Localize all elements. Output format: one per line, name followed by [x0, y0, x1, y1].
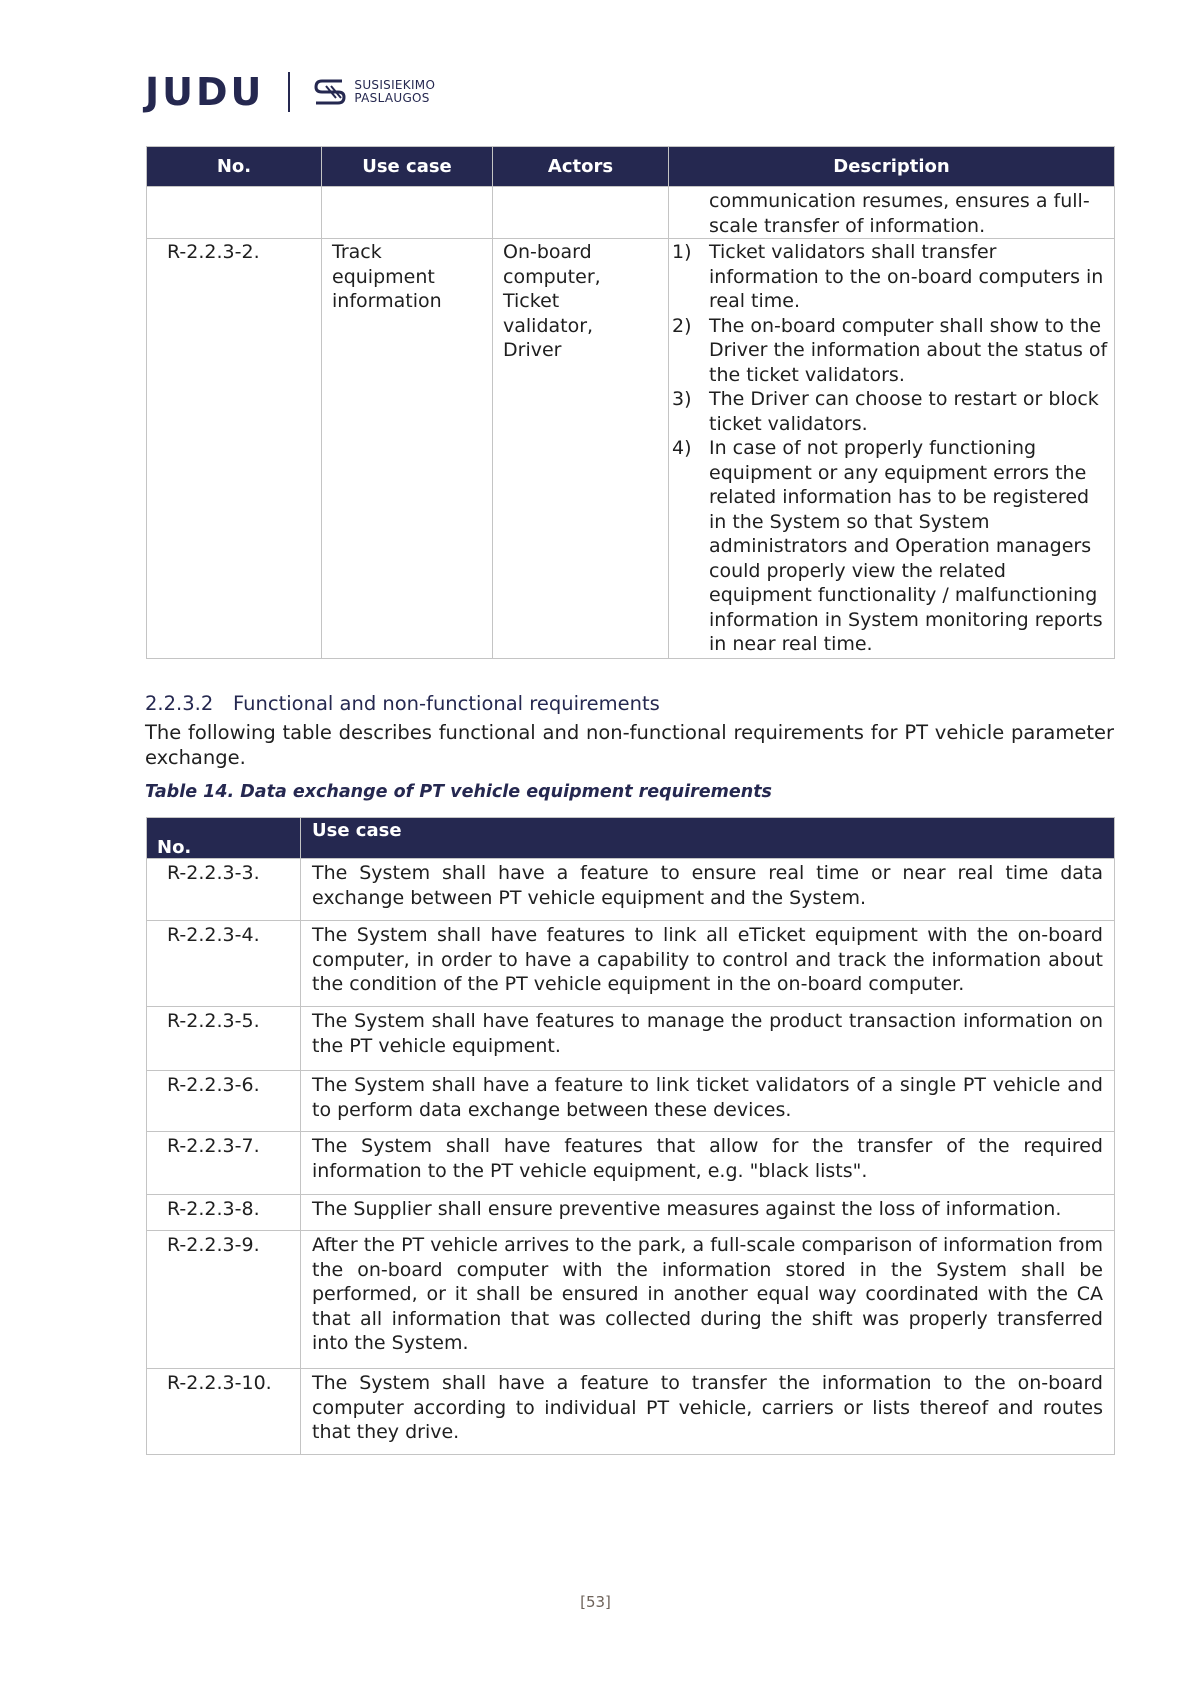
cell-no: R-2.2.3-6.	[147, 1071, 301, 1132]
cell-no: R-2.2.3-8.	[147, 1195, 301, 1231]
cell-no: R-2.2.3-9.	[147, 1231, 301, 1369]
table-row	[147, 859, 1115, 921]
table-row	[147, 1369, 1115, 1455]
column-header-use-case: Use case	[322, 147, 493, 187]
table-row	[147, 1231, 1115, 1369]
table-row-continuation	[147, 187, 1115, 239]
column-header-description: Description	[669, 147, 1115, 187]
step-number: 4)	[672, 437, 692, 459]
column-header-actors: Actors	[493, 147, 669, 187]
column-header-no: No.	[147, 147, 322, 187]
step-item	[672, 314, 1108, 388]
section-heading	[145, 692, 660, 715]
column-header-no: No.	[147, 818, 301, 859]
column-header-use-case: Use case	[301, 818, 1115, 859]
cell-no: R-2.2.3-3.	[147, 859, 301, 921]
cell-use-case: The Supplier shall ensure preventive measures against the loss of information.	[301, 1195, 1115, 1231]
cell-use-case: The System shall have features to manage the product transaction information on the PT vehicle equipment.	[301, 1007, 1115, 1071]
table-row	[147, 1195, 1115, 1231]
judu-logo: JUDU	[145, 70, 265, 114]
cell-use-case: The System shall have a feature to transfer the information to the on-board computer according to individual PT vehicle, carriers or lists thereof and routes that they drive.	[301, 1369, 1115, 1455]
table-caption: Table 14. Data exchange of PT vehicle equipment requirements	[145, 782, 772, 802]
cell-description	[669, 239, 1115, 659]
step-item	[672, 387, 1108, 436]
cell-use-case: The System shall have a feature to link ticket validators of a single PT vehicle and to perform data exchange between these devices.	[301, 1071, 1115, 1132]
description-steps	[672, 240, 1108, 657]
logo-divider	[288, 72, 290, 112]
cell-use-case	[322, 187, 493, 239]
table-header-row	[147, 147, 1115, 187]
susisiekimo-paslaugos-logo-icon	[312, 77, 348, 107]
cell-no: R-2.2.3-4.	[147, 921, 301, 1007]
step-number: 2)	[672, 314, 692, 337]
logo-text-line1: SUSISIEKIMO	[354, 78, 436, 92]
table-row	[147, 921, 1115, 1007]
logo-text-line2: PASLAUGOS	[354, 91, 430, 105]
cell-description: communication resumes, ensures a full-scale transfer of information.	[669, 187, 1115, 239]
cell-no: R-2.2.3-2.	[147, 239, 322, 659]
table-row	[147, 1007, 1115, 1071]
table-row	[147, 1132, 1115, 1195]
cell-no: R-2.2.3-10.	[147, 1369, 301, 1455]
cell-no: R-2.2.3-7.	[147, 1132, 301, 1195]
cell-actors: On-board computer, Ticket validator, Driver	[493, 239, 669, 659]
table-header-row	[147, 818, 1115, 859]
cell-no: R-2.2.3-5.	[147, 1007, 301, 1071]
step-text: Ticket validators shall transfer information to the on-board computers in real time.	[709, 241, 1104, 312]
cell-use-case: The System shall have a feature to ensure real time or near real time data exchange between PT vehicle equipment and the System.	[301, 859, 1115, 921]
step-text: The on-board computer shall show to the Driver the information about the status of the ticket validators.	[709, 314, 1108, 386]
table-row	[147, 239, 1115, 659]
use-case-table	[146, 146, 1115, 659]
logo-secondary-text	[354, 79, 435, 105]
cell-use-case: Track equipment information	[322, 239, 493, 659]
cell-use-case: The System shall have features to link all eTicket equipment with the on-board computer, in order to have a capability to control and track the information about the condition of the PT vehicle equipment in the on-board computer.	[301, 921, 1115, 1007]
step-text: The Driver can choose to restart or block ticket validators.	[709, 388, 1099, 435]
cell-no	[147, 187, 322, 239]
cell-use-case: The System shall have features that allow for the transfer of the required information to the PT vehicle equipment, e.g. "black lists".	[301, 1132, 1115, 1195]
step-item	[672, 240, 1108, 314]
table-row	[147, 1071, 1115, 1132]
requirements-table	[146, 817, 1115, 1455]
section-number: 2.2.3.2	[145, 692, 214, 715]
section-intro-paragraph: The following table describes functional and non-functional requirements for PT vehicle parameter exchange.	[145, 721, 1114, 769]
step-text: In case of not properly functioning equipment or any equipment errors the related information has to be registered in the System so that System administrators and Operation managers could properly view the related equipment functionality / malfunctioning information in System monitoring reports in near real time.	[709, 437, 1103, 655]
section-title: Functional and non-functional requirements	[233, 692, 660, 715]
page-number: [53]	[580, 1593, 611, 1611]
header-logo	[145, 70, 435, 114]
step-number: 3)	[672, 388, 692, 410]
cell-actors	[493, 187, 669, 239]
cell-use-case: After the PT vehicle arrives to the park, a full-scale comparison of information from the on-board computer with the information stored in the System shall be performed, or it shall be ensured in another equal way coordinated with the CA that all information that was collected during the shift was properly transferred into the System.	[301, 1231, 1115, 1369]
step-item	[672, 436, 1108, 657]
step-number: 1)	[672, 241, 692, 263]
